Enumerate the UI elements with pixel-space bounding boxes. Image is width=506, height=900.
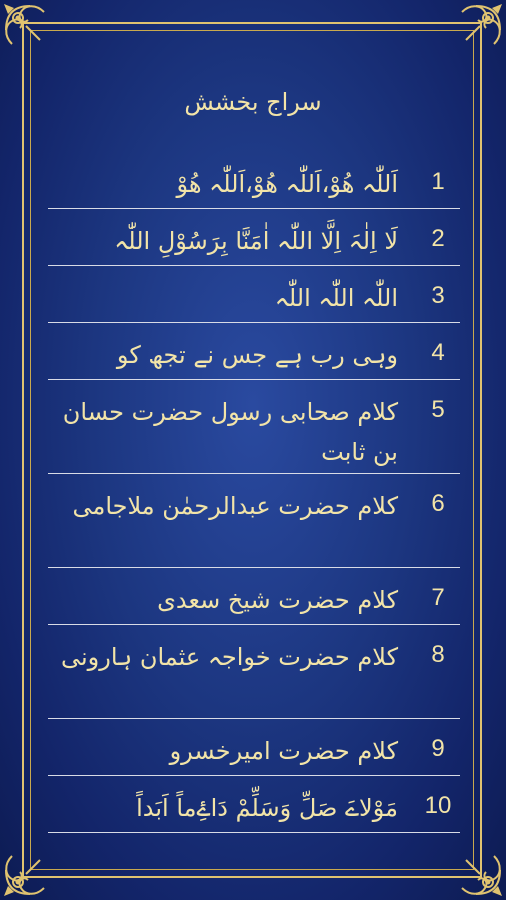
item-title: مَوْلاےَ صَلِّ وَسَلِّمْ دَاۓِماً اَبَداً [136,794,398,822]
list-item[interactable] [48,266,460,323]
list-item[interactable] [48,474,460,568]
item-title: کلام حضرت امیرخسرو [169,737,398,765]
item-number: 9 [431,735,445,762]
list-item[interactable] [48,568,460,625]
item-title: لَا اِلٰہَ اِلَّا اللّٰہ اٰمَنَّا بِرَسُوْلِ اللّٰہ [114,227,398,255]
item-number: 1 [431,168,445,195]
item-title: وہی رب ہے جس نے تجھ کو [116,341,398,369]
item-title: کلام حضرت خواجہ عثمان ہارونی [60,643,398,671]
page-title: سراج بخشش [184,88,322,116]
item-title: کلام حضرت شیخ سعدی [157,586,398,614]
list-item[interactable] [48,152,460,209]
item-title: اللّٰہ اللّٰہ اللّٰہ [274,284,398,312]
list-item[interactable] [48,719,460,776]
corner-ornament-icon [0,0,70,70]
list-item[interactable] [48,625,460,719]
corner-ornament-icon [436,0,506,70]
list-item[interactable] [48,776,460,833]
item-number: 5 [431,396,445,423]
item-number: 8 [431,641,445,668]
item-list [48,152,460,833]
item-title: کلام صحابی رسول حضرت حسان بن ثابت [62,398,398,466]
list-item[interactable] [48,323,460,380]
item-number: 4 [431,339,445,366]
item-title: اَللّٰہ ھُوْ،اَللّٰہ ھُوْ،اَللّٰہ ھُوْ [176,170,398,198]
item-number: 10 [424,792,452,819]
list-item[interactable] [48,209,460,266]
item-number: 2 [431,225,445,252]
corner-ornament-icon [0,830,70,900]
item-title: کلام حضرت عبدالرحمٰن ملاجامی [72,492,398,520]
list-item[interactable] [48,380,460,474]
item-number: 6 [431,490,445,517]
item-number: 3 [431,282,445,309]
item-number: 7 [431,584,445,611]
corner-ornament-icon [436,830,506,900]
